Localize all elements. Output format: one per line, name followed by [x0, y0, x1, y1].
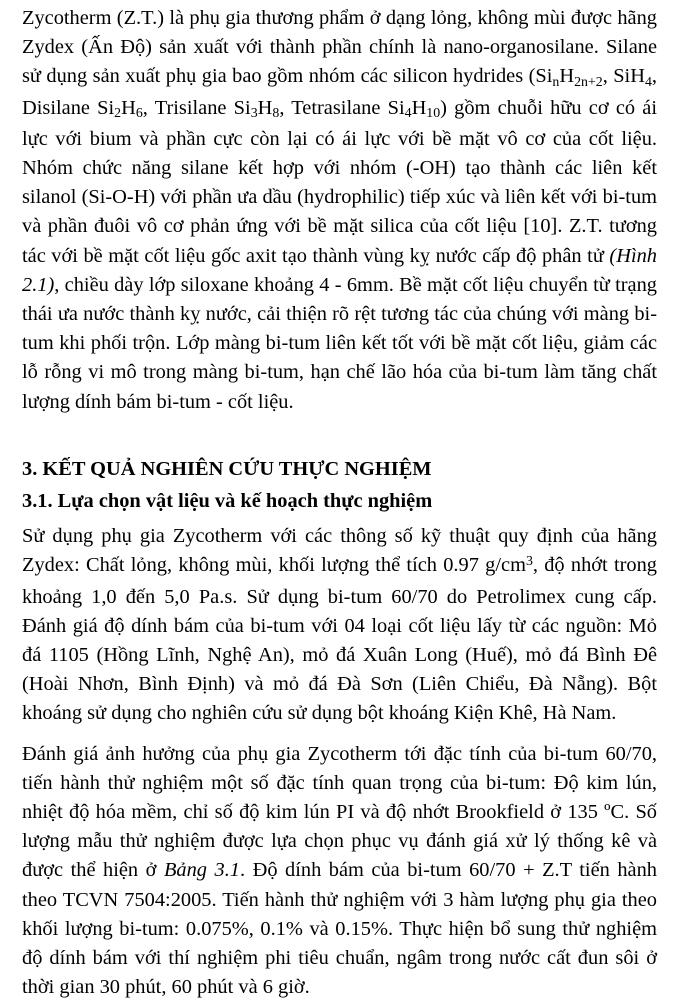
- formula-subscript: 2: [114, 106, 122, 122]
- text-run: ) gồm chuỗi hữu cơ có ái lực với bium và phần cực còn lại có ái lực với bề mặt vô cơ của cốt liệu. Nhóm chức năng silane kết hợp với nhóm (-OH) tạo thành các liên kết silanol (Si-O-H) với phần ưa dầu (hydrophilic) tiếp xúc và liên kết với bi-tum và phần đuôi vô cơ phản ứng với bề mặt silica của cốt liệu [10]. Z.T. tương tác với bề mặt cốt liệu gốc axit tạo thành vùng kỵ nước cấp độ phân tử: [22, 96, 657, 267]
- text-run: . Số lượng mẫu thử nghiệm được lựa chọn phục vụ đánh giá xử lý thống kê và được thể hiện ở: [22, 801, 658, 882]
- formula-subscript: 3: [250, 106, 258, 122]
- formula-subscript: 8: [272, 106, 280, 122]
- text-run: H: [559, 65, 575, 88]
- text-run: , Tetrasilane Si: [279, 96, 405, 119]
- paragraph-material-specs: [22, 522, 657, 728]
- text-run: H: [411, 96, 427, 119]
- formula-subscript: 4: [644, 74, 652, 90]
- formula-subscript: 2n+2: [574, 74, 603, 90]
- formula-subscript: 4: [404, 106, 412, 122]
- text-run: Đánh giá ảnh hưởng của phụ gia Zycotherm tới đặc tính của bi-tum 60/70, tiến hành thử nghiệm một số đặc tính quan trọng của bi-tum: Độ kim lún, nhiệt độ hóa mềm, chỉ số độ kim lún PI và độ nhớt Brookfield ở 135: [22, 742, 657, 824]
- paragraph-zycotherm-description: [22, 4, 657, 417]
- table-reference: Bảng 3.1: [163, 859, 240, 882]
- unit-superscript: 3: [525, 554, 533, 570]
- degree-celsius-symbol: ºC: [604, 801, 625, 824]
- text-run: , Trisilane Si: [142, 96, 251, 119]
- text-run: , Disilane Si: [22, 65, 657, 119]
- formula-subscript: 6: [135, 106, 143, 122]
- formula-subscript: n: [552, 74, 560, 90]
- formula-subscript: 10: [426, 106, 441, 122]
- text-run: . Độ dính bám của bi-tum 60/70 + Z.T tiến hành theo TCVN 7504:2005. Tiến hành thử nghiệm với 3 hàm lượng phụ gia theo khối lượng bi-tum: 0.075%, 0.1% và 0.15%. Thực hiện bổ sung thử nghiệm độ dính bám với thí nghiệm phi tiêu chuẩn, ngâm trong nước cất đun sôi ở thời gian 30 phút, 60 phút và 6 giờ.: [22, 859, 657, 999]
- text-run: Zycotherm (Z.T.) là phụ gia thương phẩm ở dạng lỏng, không mùi được hãng Zydex (Ấn Độ) sản xuất với thành phần chính là nano-organosilane. Silane sử dụng sản xuất phụ gia bao gồm nhóm các silicon hydrides (Si: [22, 7, 657, 88]
- text-run: , độ nhớt trong khoảng 1,0 đến 5,0 Pa.s. Sử dụng bi-tum 60/70 do Petrolimex cung cấp. Đánh giá độ dính bám của bi-tum với 04 loại cốt liệu lấy từ các nguồn: Mỏ đá 1105 (Hồng Lĩnh, Nghệ An), mỏ đá Xuân Long (Huế), mỏ đá Bình Đê (Hoài Nhơn, Bình Định) và mỏ đá Đà Sơn (Liên Chiểu, Đà Nẵng). Bột khoáng sử dụng cho nghiên cứu sử dụng bột khoáng Kiện Khê, Hà Nam.: [22, 554, 657, 725]
- paragraph-test-plan: [22, 740, 657, 1003]
- text-run: H: [121, 96, 136, 119]
- text-run: , SiH: [602, 65, 645, 88]
- section-heading-3: 3. KẾT QUẢ NGHIÊN CỨU THỰC NGHIỆM: [22, 457, 432, 480]
- section-heading-block: [22, 455, 657, 516]
- text-run: , chiều dày lớp siloxane khoảng 4 - 6mm. Bề mặt cốt liệu chuyển từ trạng thái ưa nước thành kỵ nước, cải thiện rõ rệt tương tác của chúng với màng bi-tum khi phối trộn. Lớp màng bi-tum liên kết tốt với bề mặt cốt liệu, giảm các lỗ rỗng vi mô trong màng bi-tum, hạn chế lão hóa của bi-tum làm tăng chất lượng dính bám bi-tum - cốt liệu.: [22, 273, 657, 413]
- subsection-heading-3-1: 3.1. Lựa chọn vật liệu và kế hoạch thực nghiệm: [22, 490, 433, 513]
- figure-reference: (Hình 2.1): [22, 244, 657, 296]
- text-run: H: [257, 96, 273, 119]
- text-run: Sử dụng phụ gia Zycotherm với các thông số kỹ thuật quy định của hãng Zydex: Chất lỏng, không mùi, khối lượng thể tích 0.97 g/cm: [22, 525, 657, 577]
